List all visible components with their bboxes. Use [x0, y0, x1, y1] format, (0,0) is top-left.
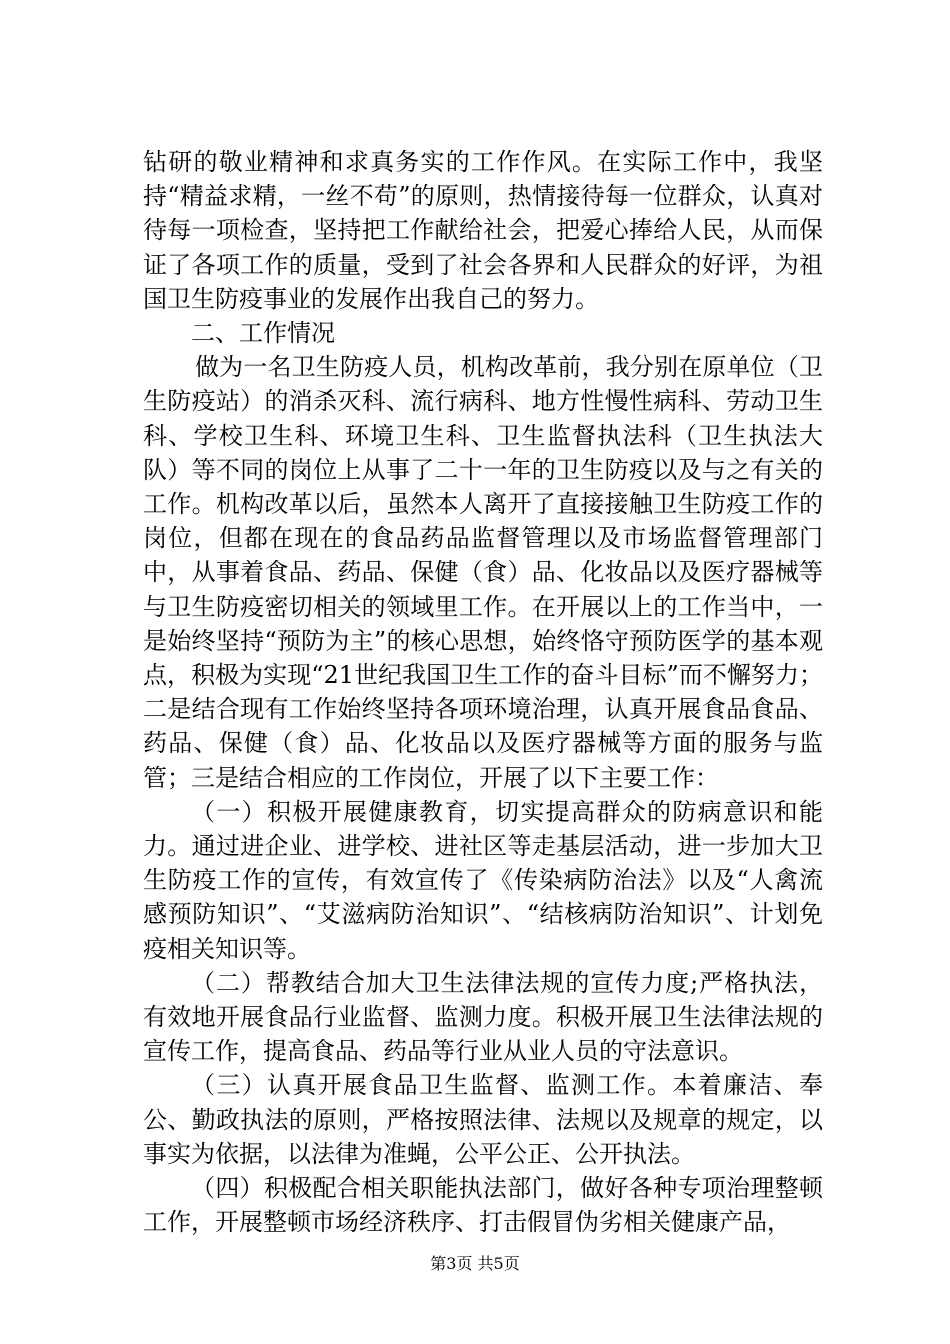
- page-number-footer: 第3页 共5页: [430, 1254, 520, 1273]
- paragraph-intro-continuation: 钻研的敬业精神和求真务实的工作作风。在实际工作中，我坚持“精益求精，一丝不苟”的原则，热情接待每一位群众，认真对待每一项检查，坚持把工作献给社会，把爱心捧给人民，从而保证了各项工作的质量，受到了社会各界和人民群众的好评，为祖国卫生防疫事业的发展作出我自己的努力。: [143, 148, 823, 313]
- paragraph-work-overview: 做为一名卫生防疫人员，机构改革前，我分别在原单位（卫生防疫站）的消杀灭科、流行病科、地方性慢性病科、劳动卫生科、学校卫生科、环境卫生科、卫生监督执法科（卫生执法大队）等不同的岗位上从事了二十一年的卫生防疫以及与之有关的工作。机构改革以后，虽然本人离开了直接接触卫生防疫工作的岗位，但都在现在的食品药品监督管理以及市场监督管理部门中，从事着食品、药品、保健（食）品、化妆品以及医疗器械等与卫生防疫密切相关的领域里工作。在开展以上的工作当中，一是始终坚持“预防为主”的核心思想，始终恪守预防医学的基本观点，积极为实现“21世纪我国卫生工作的奋斗目标”而不懈努力；二是结合现有工作始终坚持各项环境治理，认真开展食品食品、药品、保健（食）品、化妆品以及医疗器械等方面的服务与监管；三是结合相应的工作岗位，开展了以下主要工作：: [143, 353, 823, 792]
- document-body: [143, 145, 823, 1240]
- paragraph-item-2-law-publicity: （二）帮教结合加大卫生法律法规的宣传力度;严格执法，有效地开展食品行业监督、监测力度。积极开展卫生法律法规的宣传工作，提高食品、药品等行业从业人员的守法意识。: [143, 968, 823, 1066]
- paragraph-item-3-food-supervision: （三）认真开展食品卫生监督、监测工作。本着廉洁、奉公、勤政执法的原则，严格按照法律、法规以及规章的规定，以事实为依据，以法律为准蝇，公平公正、公开执法。: [143, 1071, 823, 1168]
- paragraph-item-1-health-education: （一）积极开展健康教育，切实提高群众的防病意识和能力。通过进企业、进学校、进社区等走基层活动，进一步加大卫生防疫工作的宣传，有效宣传了《传染病防治法》以及“人禽流感预防知识”、“艾滋病防治知识”、“结核病防治知识”、计划免疫相关知识等。: [143, 797, 823, 963]
- paragraph-item-4-special-rectification: （四）积极配合相关职能执法部门，做好各种专项治理整顿工作，开展整顿市场经济秩序、打击假冒伪劣相关健康产品，: [143, 1174, 823, 1237]
- section-heading-work-situation: 二、工作情况: [191, 319, 335, 348]
